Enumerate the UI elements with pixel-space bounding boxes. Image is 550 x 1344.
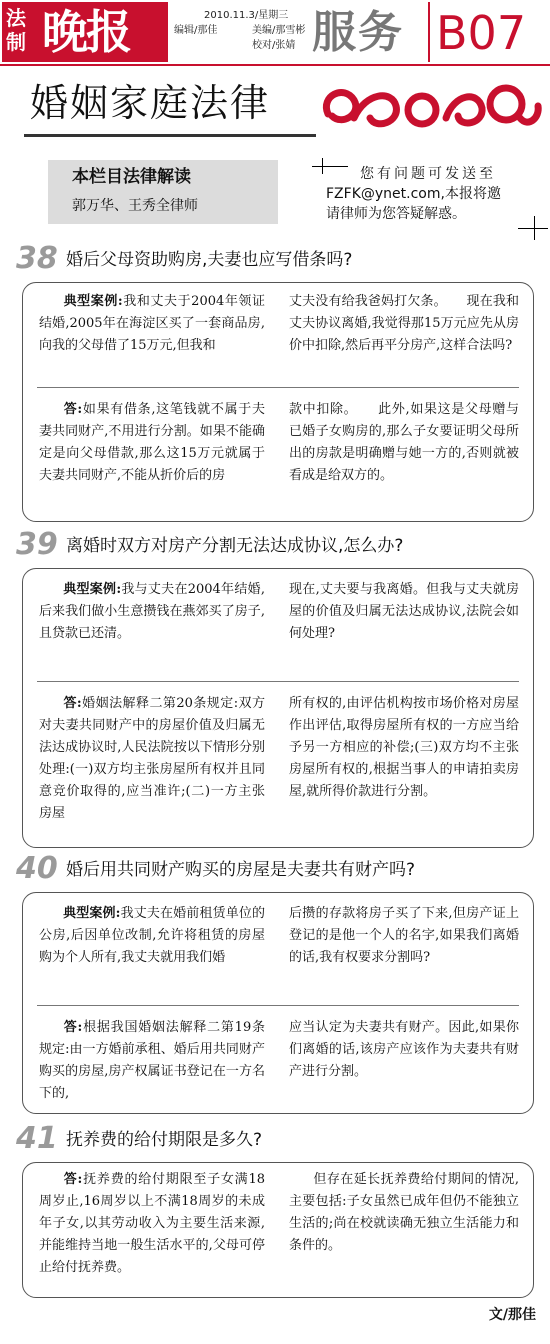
question-number: 41	[16, 1121, 58, 1156]
decorative-swirl-graphic	[314, 74, 544, 138]
case-left-text: 典型案例:我与丈夫在2004年结婚,后来我们做小生意攒钱在燕郊买了房子,且贷款已还清。	[39, 582, 265, 641]
case-right-text: 现在,丈夫要与我离婚。但我与丈夫就房屋的价值及归属无法达成协议,法院会如何处理?	[289, 582, 519, 641]
case-label: 典型案例:	[63, 582, 122, 597]
question-header	[14, 241, 544, 276]
answer-left-text: 答:如果有借条,这笔钱就不属于夫妻共同财产,不用进行分割。如果不能确定是向父母借款,那么这15万元就属于夫妻共同财产,不能从折价后的房	[39, 402, 265, 483]
answer-label: 答:	[63, 402, 83, 417]
column-banner	[14, 72, 544, 142]
case-right-text: 丈夫没有给我爸妈打欠条。 现在我和丈夫协议离婚,我觉得那15万元应先从房价中扣除,然后再平分房产,这样合法吗?	[289, 294, 519, 353]
question-title: 抚养费的给付期限是多久?	[66, 1130, 263, 1150]
answer-left-text: 答:抚养费的给付期限至子女满18周岁止,16周岁以上不满18周岁的未成年子女,以其劳动收入为主要生活来源,并能维持当地一般生活水平的,父母可停止给付抚养费。	[39, 1172, 265, 1275]
banner-underline	[24, 134, 316, 137]
answer-left-text: 答:婚姻法解释二第20条规定:双方对夫妻共同财产中的房屋价值及归属无法达成协议时,人民法院按以下情形分别处理:(一)双方均主张房屋所有权并且同意竞价取得的,应当准许;(二)一方主张房屋	[39, 696, 265, 821]
question-card	[22, 568, 534, 848]
question-number: 40	[16, 851, 58, 886]
crop-mark-icon	[312, 158, 348, 174]
question-title: 婚后父母资助购房,夫妻也应写借条吗?	[66, 250, 353, 270]
contact-line-1: 您有问题可发送至	[360, 166, 496, 182]
art-editor: 美编/那雪彬	[252, 25, 306, 36]
answer-label: 答:	[63, 1020, 83, 1035]
card-divider	[37, 1005, 519, 1006]
proofreader: 校对/张婧	[252, 40, 296, 51]
author-byline: 文/那佳	[488, 1307, 536, 1323]
editor: 编辑/那佳	[174, 25, 218, 36]
answer-right-text: 应当认定为夫妻共有财产。因此,如果你们离婚的话,该房产应该作为夫妻共有财产进行分割。	[289, 1020, 519, 1079]
question-header	[14, 527, 544, 562]
card-divider	[37, 681, 519, 682]
column-title: 婚姻家庭法律	[30, 81, 271, 125]
case-left-text: 典型案例:我和丈夫于2004年领证结婚,2005年在海淀区买了一套商品房,向我的父母借了15万元,但我和	[39, 294, 265, 353]
question-card	[22, 1162, 534, 1298]
answer-label: 答:	[63, 696, 82, 711]
question-title: 婚后用共同财产购买的房屋是夫妻共有财产吗?	[66, 860, 416, 880]
case-label: 典型案例:	[63, 294, 123, 309]
contact-line-2: FZFK@ynet.com,本报将邀	[326, 186, 501, 202]
question-title: 离婚时双方对房产分割无法达成协议,怎么办?	[66, 536, 404, 556]
logo-small-text: 法制	[6, 6, 25, 54]
question-header	[14, 851, 544, 886]
answer-right-text: 但存在延长抚养费给付期间的情况,主要包括:子女虽然已成年但仍不能独立生活的;尚在校就读确无独立生活能力和条件的。	[289, 1172, 519, 1253]
newspaper-logo	[2, 2, 168, 62]
legal-box-lawyers: 郭万华、王秀全律师	[72, 198, 198, 214]
contact-line-3: 请律师为您答疑解惑。	[326, 206, 466, 222]
answer-left-text: 答:根据我国婚姻法解释二第19条规定:由一方婚前承租、婚后用共同财产购买的房屋,房产权属证书登记在一方名下的,	[39, 1020, 265, 1101]
case-label: 典型案例:	[63, 906, 121, 921]
question-number: 38	[16, 241, 58, 276]
case-right-text: 后攒的存款将房子买了下来,但房产证上登记的是他一个人的名字,如果我们离婚的话,我有权要求分割吗?	[289, 906, 519, 965]
legal-interpretation-box	[48, 160, 278, 224]
masthead	[0, 0, 550, 66]
question-card	[22, 892, 534, 1114]
case-left-text: 典型案例:我丈夫在婚前租赁单位的公房,后因单位改制,允许将租赁的房屋购为个人所有,我丈夫就用我们婚	[39, 906, 265, 965]
answer-label: 答:	[63, 1172, 83, 1187]
question-card	[22, 282, 534, 522]
legal-box-title: 本栏目法律解读	[72, 167, 191, 187]
answer-right-text: 所有权的,由评估机构按市场价格对房屋作出评估,取得房屋所有权的一方应当给予另一方相应的补偿;(三)双方均不主张房屋所有权的,根据当事人的申请拍卖房屋,就所得价款进行分割。	[289, 696, 519, 799]
crop-mark-icon	[518, 216, 548, 240]
card-divider	[37, 387, 519, 388]
masthead-rule	[0, 64, 550, 66]
logo-large-text: 晚报	[42, 5, 130, 59]
answer-right-text: 款中扣除。 此外,如果这是父母赠与已婚子女购房的,那么子女要证明父母所出的房款是明确赠与她一方的,否则就被看成是给双方的。	[289, 402, 519, 483]
issue-date: 2010.11.3/星期三	[204, 10, 289, 21]
question-header	[14, 1121, 544, 1156]
page-number: B07	[436, 6, 527, 60]
question-number: 39	[16, 527, 58, 562]
masthead-divider	[428, 2, 430, 62]
section-name: 服务	[312, 7, 404, 58]
